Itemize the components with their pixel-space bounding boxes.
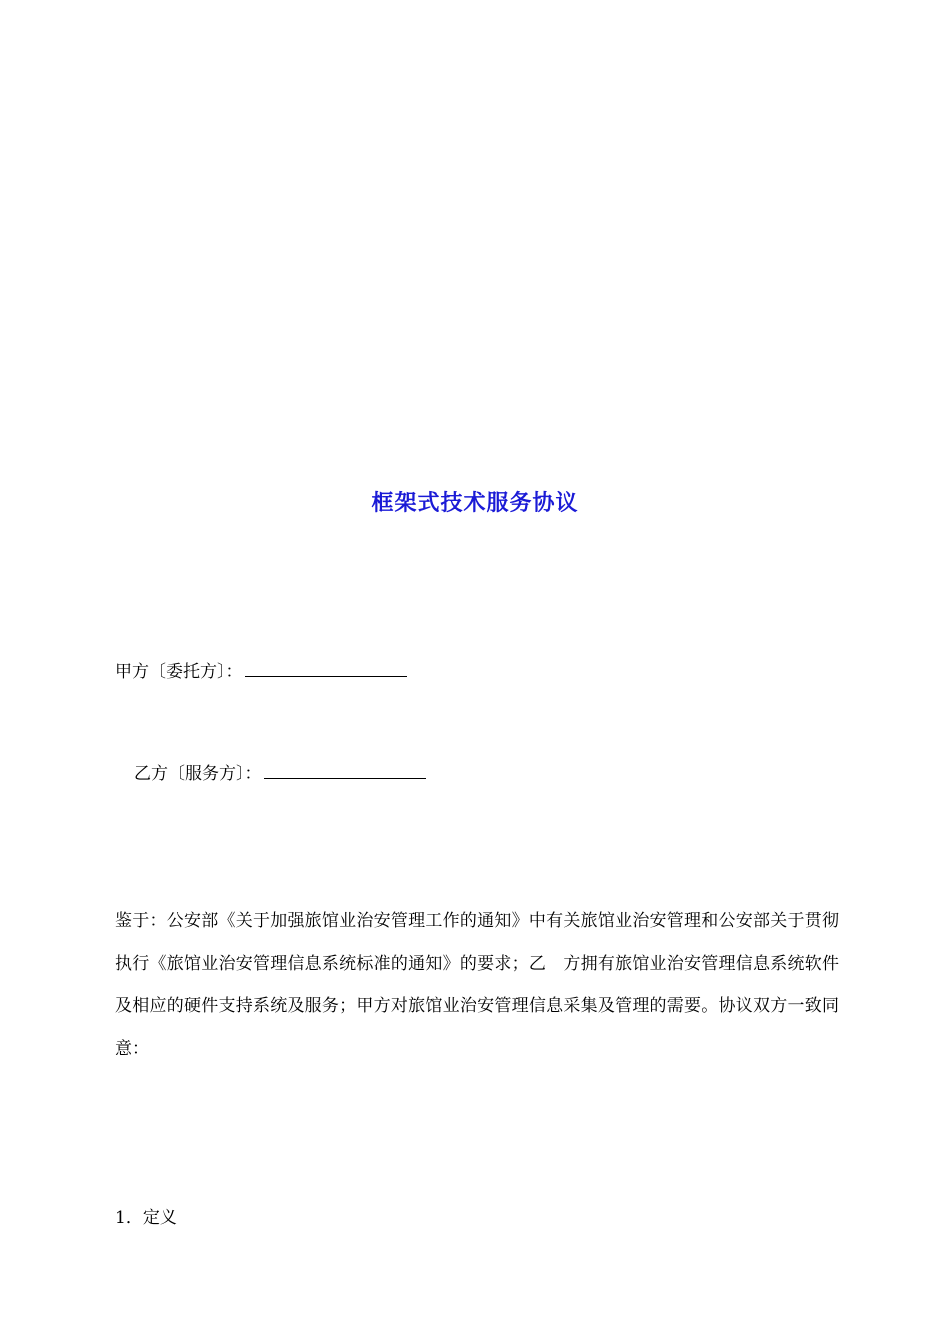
party-a-line <box>115 658 407 684</box>
recital-paragraph: 鉴于：公安部《关于加强旅馆业治安管理工作的通知》中有关旅馆业治安管理和公安部关于贯彻执行《旅馆业治安管理信息系统标准的通知》的要求；乙 方拥有旅馆业治安管理信息系统软件及相应的硬件支持系统及服务；甲方对旅馆业治安管理信息采集及管理的需要。协议双方一致同意： <box>115 911 839 1059</box>
party-b-blank-field <box>264 760 426 779</box>
party-b-line <box>134 760 426 786</box>
document-title: 框架式技术服务协议 <box>371 491 579 516</box>
section-1-heading: 1．定义 <box>115 1208 177 1228</box>
party-a-label: 甲方〔委托方〕： <box>115 662 243 682</box>
party-b-label: 乙方〔服务方〕： <box>134 764 262 784</box>
party-a-blank-field <box>245 658 407 677</box>
